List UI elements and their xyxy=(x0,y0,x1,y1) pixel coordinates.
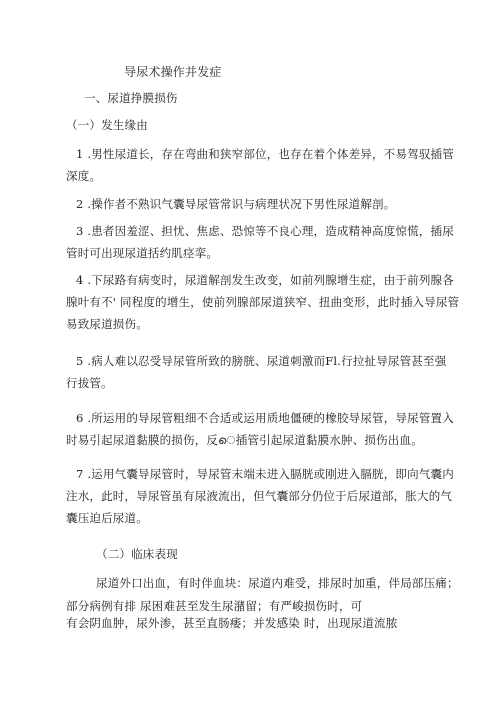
paragraph-1-line-2: 深度。 xyxy=(66,169,102,183)
paragraph-7-line-1: 7 .运用气囊导尿管时，导尿管末端未进入膈胱或刚进入膈胱，即向气囊内 xyxy=(76,467,454,481)
subsection-heading-clinical: （二）临床表现 xyxy=(96,547,178,561)
clinical-line-1: 尿道外口出血，有时伴血块：尿道内难受，排尿时加重，伴局部压痛； xyxy=(96,576,459,590)
document-title: 导尿术操作并发症 xyxy=(124,65,222,79)
paragraph-4-line-2: 腺叶有不' 同程度的增生，使前列腺部尿道狭窄、扭曲变形，此时插入导尿管 xyxy=(66,295,460,309)
paragraph-4-line-1: 4 .下尿路有病变时，尿道解剖发生改变，如前列腺增生症，由于前列腺各 xyxy=(76,273,454,287)
paragraph-3-line-1: 3 .患者因羞涩、担忧、焦虑、恐惊等不良心理，造成精神高度惊慌，插尿 xyxy=(76,224,454,238)
paragraph-6-line-2: 时易引起尿道黏膜的损伤，反െ插管引起尿道黏膜水肿、损伤出血。 xyxy=(66,433,423,447)
section-heading: 一、尿道挣膜损伤 xyxy=(84,91,178,105)
paragraph-3-line-2: 管时可出现尿道括约肌痉挛。 xyxy=(66,246,219,260)
paragraph-7-line-2: 注水，此时，导尿管虽有尿液流出，但气囊部分仍位于后尿道部，胀大的气 xyxy=(66,489,453,503)
paragraph-5-line-1: 5 .病人难以忍受导尿管所致的膀胱、尿道刺激而Fl.行拉扯导尿管甚至强 xyxy=(76,354,447,368)
clinical-line-3: 有会阴血肿，尿外渗，甚至直肠痿；并发感染 时，出现尿道流脓 xyxy=(66,616,398,630)
paragraph-5-line-2: 行拔管。 xyxy=(66,376,113,390)
clinical-line-2: 部分病例有排 尿困难甚至发生尿潴留；有严峻损伤时，可 xyxy=(66,599,363,613)
subsection-heading-causes: （一）发生缘由 xyxy=(66,118,148,132)
paragraph-1-line-1: 1 .男性尿道长，存在弯曲和狭窄部位，也存在着个体差异，不易驾驭插管 xyxy=(76,147,454,161)
paragraph-2-line-1: 2 .操作者不熟识气囊导尿管常识与病理状况下男性尿道解剖。 xyxy=(76,197,396,211)
paragraph-6-line-1: 6 .所运用的导尿管粗细不合适或运用质地僵硬的橡胶导尿管，导尿管置入 xyxy=(76,411,454,425)
paragraph-4-line-3: 易致尿道损伤。 xyxy=(66,317,148,331)
paragraph-7-line-3: 囊压迫后尿道。 xyxy=(66,511,148,525)
